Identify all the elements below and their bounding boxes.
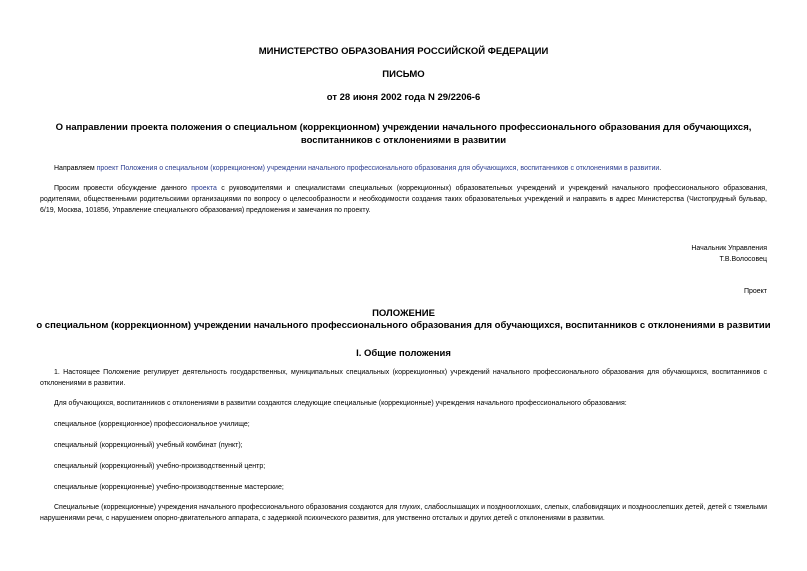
ministry-heading: МИНИСТЕРСТВО ОБРАЗОВАНИЯ РОССИЙСКОЙ ФЕДЕРАЦИИ [258, 46, 549, 57]
project-label: Проект [743, 288, 767, 295]
project-link-2[interactable]: проекта [191, 185, 217, 192]
regulation-title: ПОЛОЖЕНИЕ [372, 308, 435, 319]
p1-prefix: Направляем [54, 165, 97, 172]
regulation-paragraph: 1. Настоящее Положение регулирует деятельность государственных, муниципальных специальных (коррекционных) учреждений начального профессионального образования для обучающихся, воспитанников с отклонениями в развитии. [40, 369, 767, 387]
project-link[interactable]: проект Положения о специальном (коррекционном) учреждении начального профессионального образования для обучающихся, воспитанников с отклонениями в развитии [96, 165, 660, 172]
subject-heading: О направлении проекта положения о специальном (коррекционном) учреждении начального профессионального образования для обучающихся, воспитанников с отклонениями в развитии [55, 122, 752, 146]
regulation-paragraph: Специальные (коррекционные) учреждения начального профессионального образования создаются для глухих, слабослышащих и позднооглохших, слепых, слабовидящих и поздноослепших детей, детей с тяжелыми нарушениями речи, с нарушением опорно-двигательного аппарата, с задержкой психического развития, для умственно отсталых и других детей с отклонениями в развитии. [40, 504, 767, 522]
date-number-heading: от 28 июня 2002 года N 29/2206-6 [326, 92, 481, 103]
list-item: специальный (коррекционный) учебный комбинат (пункт); [54, 442, 243, 449]
regulation-subtitle: о специальном (коррекционном) учреждении начального профессионального образования для обучающихся, воспитанников с отклонениями в развитии [36, 320, 771, 331]
p1-suffix: . [659, 165, 662, 172]
document-type-heading: ПИСЬМО [382, 69, 425, 80]
letter-paragraph-1 [40, 163, 767, 174]
section-1-title: I. Общие положения [356, 348, 451, 359]
p2-suffix: с руководителями и специалистами специальных (коррекционных) образовательных учреждений и учреждений начального профессионального образования, родителями, общественными родительскими организациями по вопросу о целесообразности и необходимости создания таких образовательных учреждений и направить в адрес Министерства (Чистопрудный бульвар, 6/19, Москва, 101856, Управление специального образования) предложения и замечания по проекту. [40, 185, 768, 214]
signature-title: Начальник Управления [691, 245, 767, 252]
regulation-paragraph: Для обучающихся, воспитанников с отклонениями в развитии создаются следующие специальные (коррекционные) учреждения начального профессионального образования: [54, 400, 627, 407]
signature-name: Т.В.Волосовец [719, 256, 767, 263]
list-item: специальный (коррекционный) учебно-производственный центр; [54, 463, 266, 470]
p2-prefix: Просим провести обсуждение данного [54, 185, 192, 192]
list-item: специальные (коррекционные) учебно-производственные мастерские; [54, 484, 284, 491]
letter-paragraph-2 [40, 183, 767, 216]
list-item: специальное (коррекционное) профессиональное училище; [54, 421, 250, 428]
